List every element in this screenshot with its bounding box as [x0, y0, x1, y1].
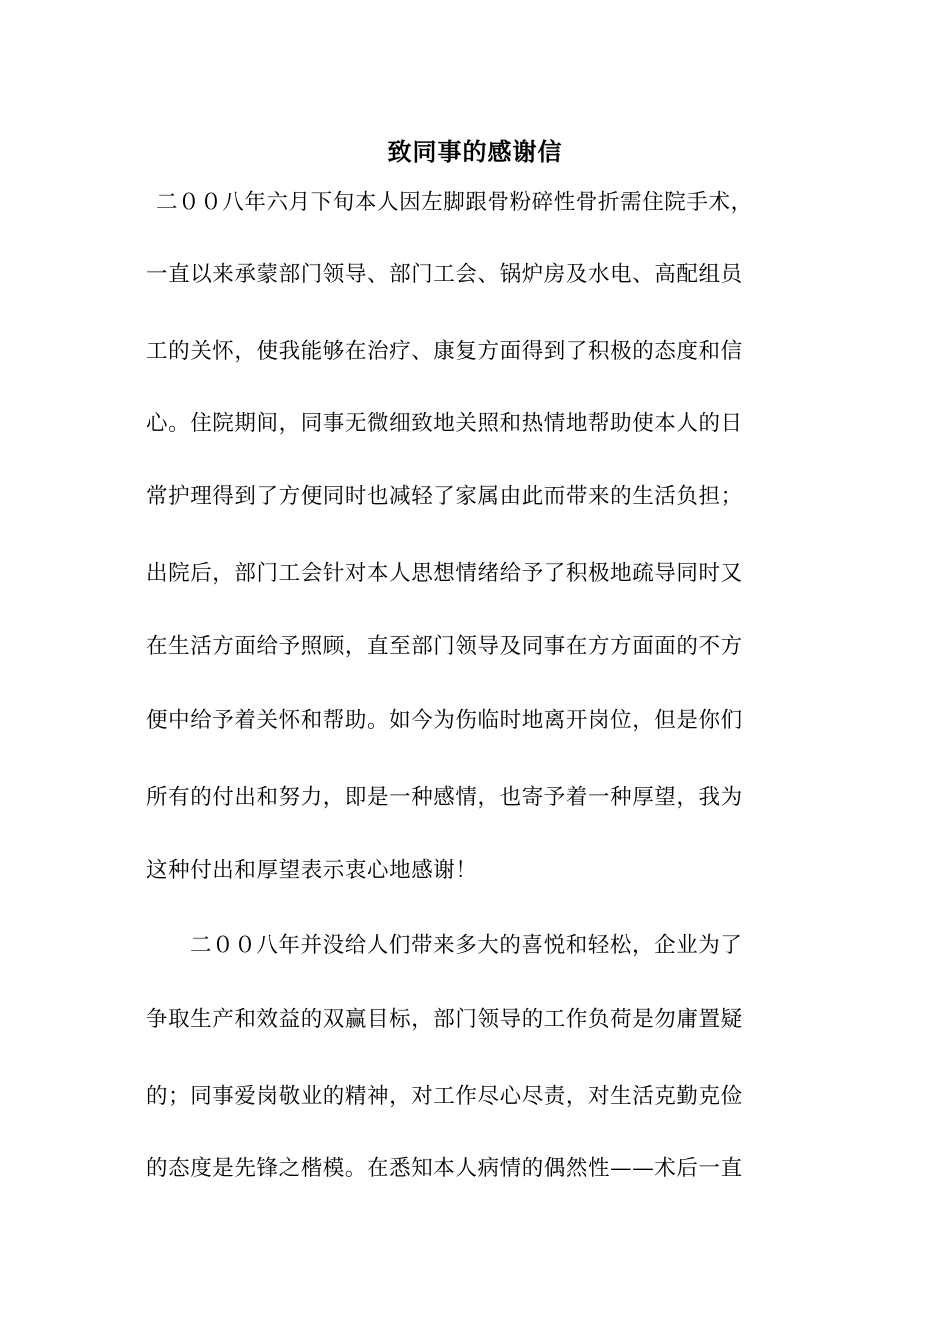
document-title: 致同事的感谢信	[387, 138, 563, 166]
text-line: 的态度是先锋之楷模。在悉知本人病情的偶然性——术后一直	[146, 1156, 743, 1181]
text-line: 二００八年六月下旬本人因左脚跟骨粉碎性骨折需住院手术，	[156, 190, 753, 215]
text-line: 工的关怀，使我能够在治疗、康复方面得到了积极的态度和信	[146, 339, 743, 364]
text-line: 在生活方面给予照顾，直至部门领导及同事在方方面面的不方	[146, 634, 743, 659]
text-line: 这种付出和厚望表示衷心地感谢！	[146, 858, 478, 883]
text-line: 所有的付出和努力，即是一种感情，也寄予着一种厚望，我为	[146, 785, 743, 810]
text-line: 的；同事爱岗敬业的精神，对工作尽心尽责，对生活克勤克俭	[146, 1084, 743, 1109]
text-line: 心。住院期间，同事无微细致地关照和热情地帮助使本人的日	[146, 411, 743, 436]
text-line: 常护理得到了方便同时也减轻了家属由此而带来的生活负担；	[146, 484, 743, 509]
text-line: 出院后，部门工会针对本人思想情绪给予了积极地疏导同时又	[146, 561, 743, 586]
text-line: 二００八年并没给人们带来多大的喜悦和轻松，企业为了	[190, 933, 743, 958]
text-line: 便中给予着关怀和帮助。如今为伤临时地离开岗位，但是你们	[146, 708, 743, 733]
text-line: 争取生产和效益的双赢目标，部门领导的工作负荷是勿庸置疑	[146, 1007, 743, 1032]
text-line: 一直以来承蒙部门领导、部门工会、锅炉房及水电、高配组员	[146, 262, 743, 287]
